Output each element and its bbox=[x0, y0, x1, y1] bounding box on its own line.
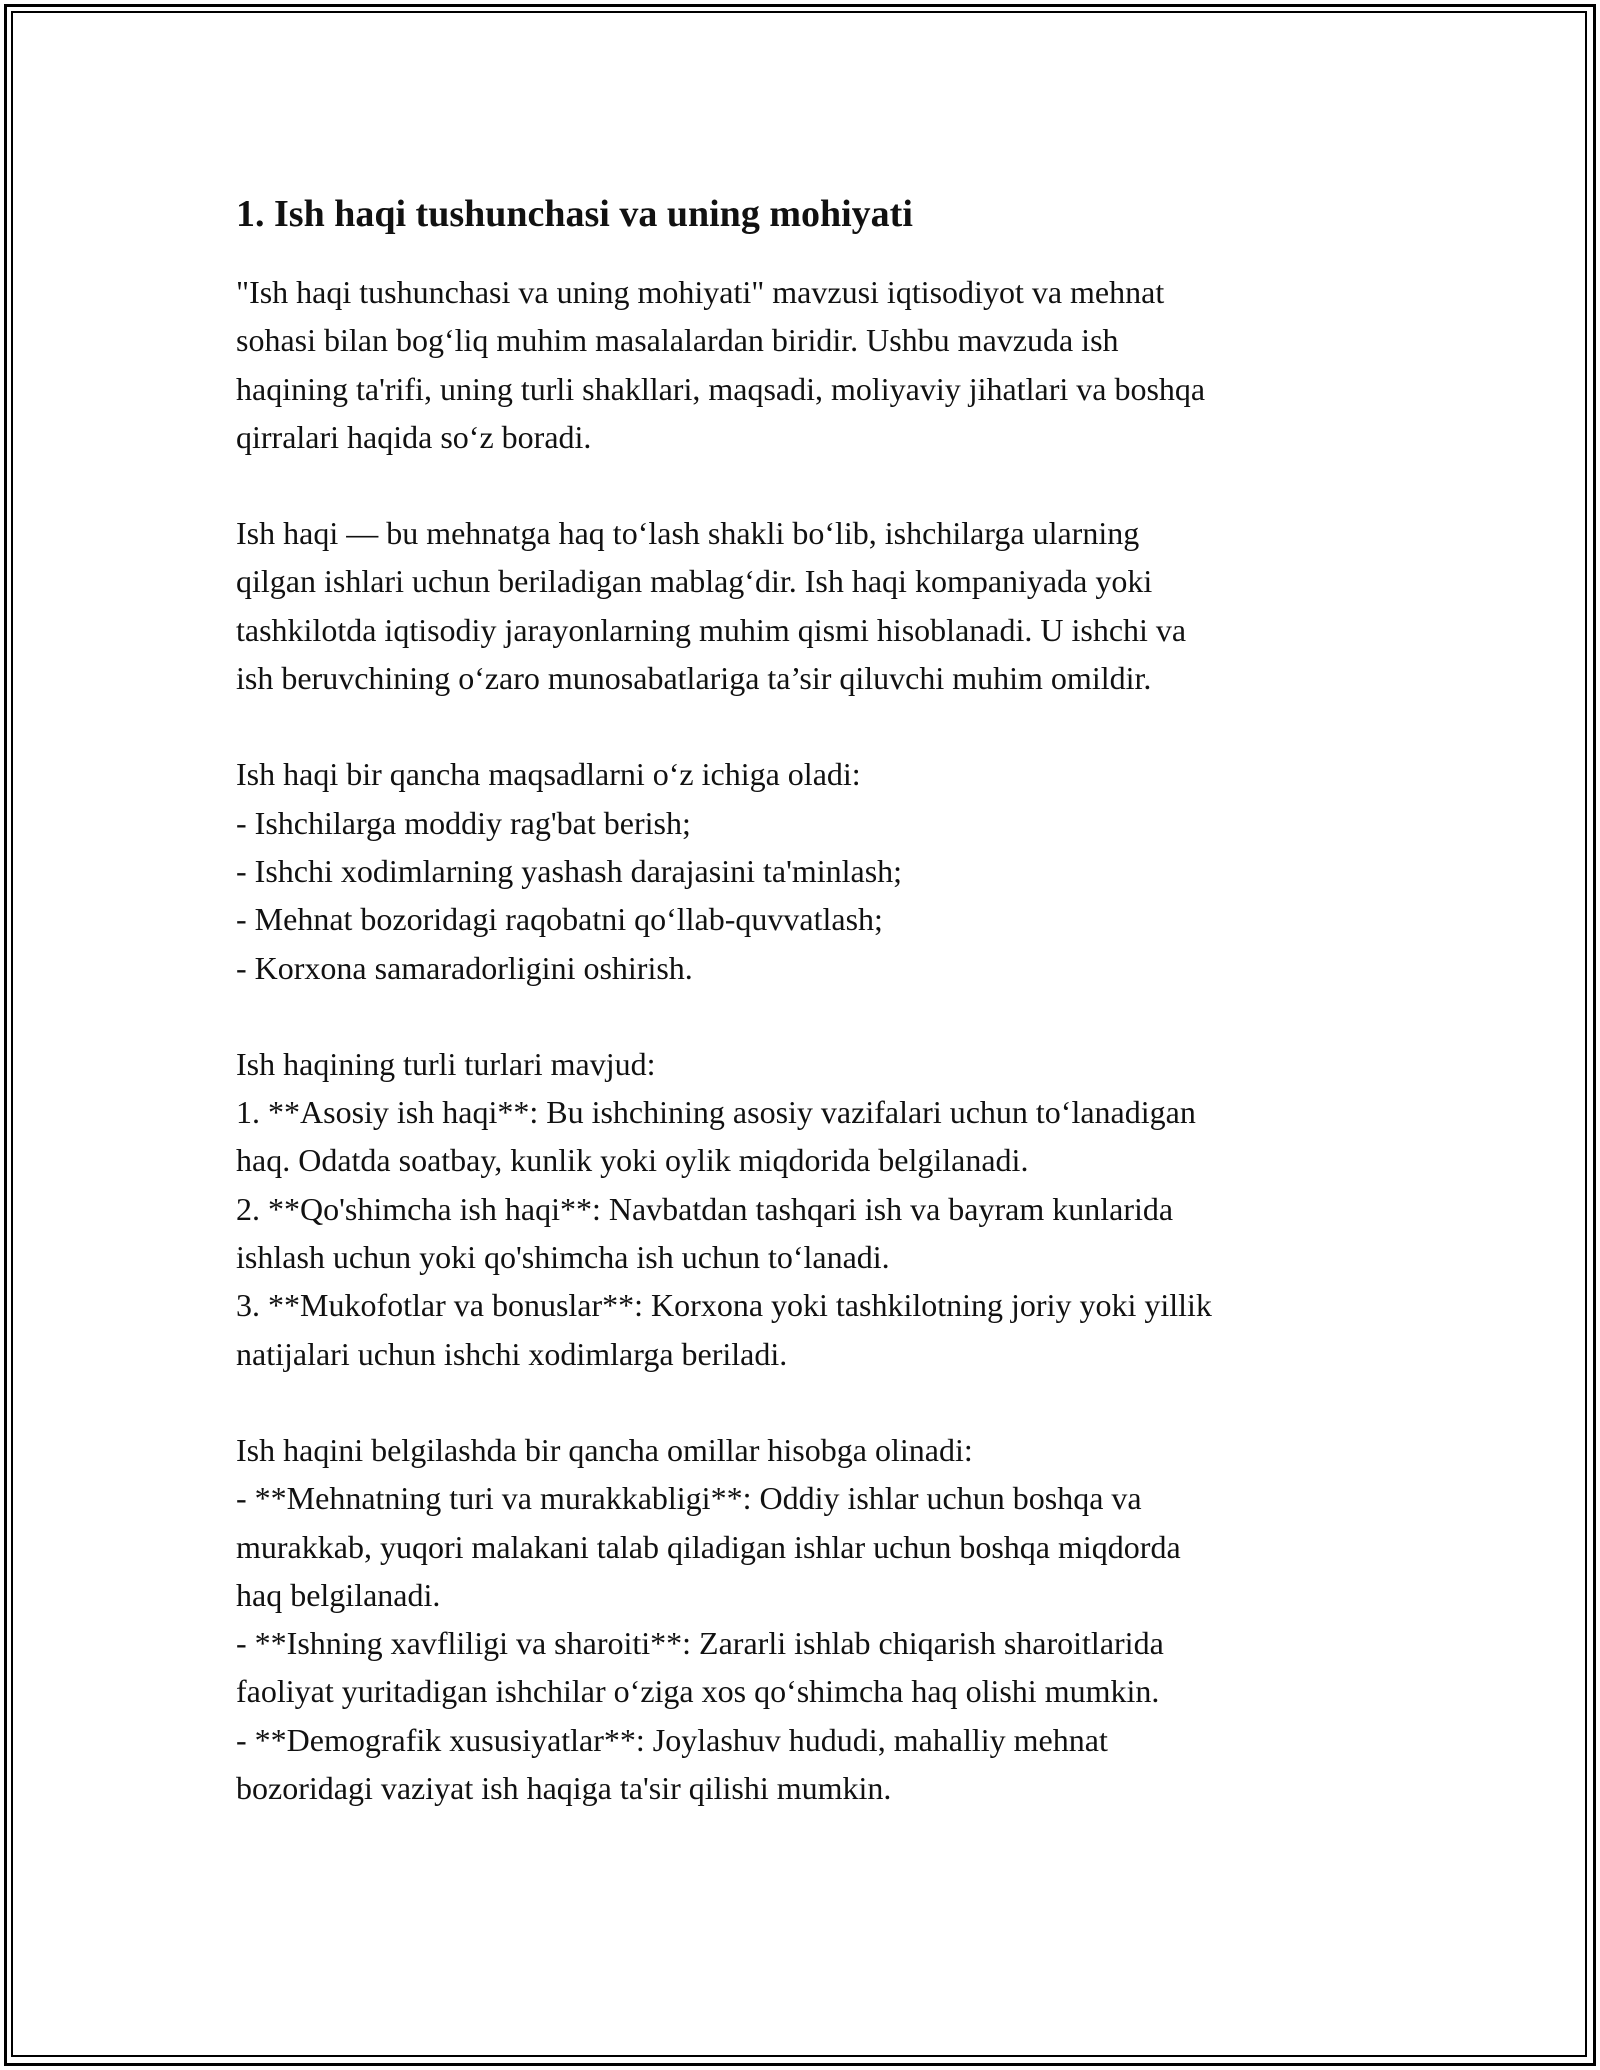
text-line: tashkilotda iqtisodiy jarayonlarning muhim qismi hisoblanadi. U ishchi va bbox=[236, 611, 1187, 648]
text-line: haqining ta'rifi, uning turli shakllari, maqsadi, moliyaviy jihatlari va boshqa bbox=[236, 370, 1206, 407]
text-line: - Korxona samaradorligini oshirish. bbox=[236, 949, 693, 986]
paragraph bbox=[236, 750, 1366, 991]
paragraph bbox=[236, 1040, 1366, 1378]
text-line: - Ishchi xodimlarning yashash darajasini ta'minlash; bbox=[236, 852, 903, 889]
text-line: bozoridagi vaziyat ish haqiga ta'sir qilishi mumkin. bbox=[236, 1770, 892, 1807]
text-line: - Mehnat bozoridagi raqobatni qo‘llab-quvvatlash; bbox=[236, 901, 883, 938]
page-title: 1. Ish haqi tushunchasi va uning mohiyati bbox=[236, 193, 913, 235]
text-line: "Ish haqi tushunchasi va uning mohiyati" mavzusi iqtisodiyot va mehnat bbox=[236, 274, 1165, 310]
text-line: - Ishchilarga moddiy rag'bat berish; bbox=[236, 804, 691, 841]
text-line: - **Demografik xususiyatlar**: Joylashuv hududi, mahalliy mehnat bbox=[236, 1721, 1108, 1758]
paragraph bbox=[236, 1426, 1366, 1812]
text-line: murakkab, yuqori malakani talab qiladigan ishlar uchun boshqa miqdorda bbox=[236, 1528, 1181, 1565]
text-line: haq. Odatda soatbay, kunlik yoki oylik miqdorida belgilanadi. bbox=[236, 1142, 1029, 1179]
text-line: qilgan ishlari uchun beriladigan mablag‘dir. Ish haqi kompaniyada yoki bbox=[236, 563, 1153, 600]
text-line: haq belgilanadi. bbox=[236, 1576, 441, 1613]
text-line: 1. **Asosiy ish haqi**: Bu ishchining asosiy vazifalari uchun to‘lanadigan bbox=[236, 1094, 1196, 1131]
text-line: sohasi bilan bog‘liq muhim masalalardan biridir. Ushbu mavzuda ish bbox=[236, 322, 1119, 359]
text-line: ish beruvchining o‘zaro munosabatlariga ta’sir qiluvchi muhim omildir. bbox=[236, 660, 1152, 697]
text-line: 2. **Qo'shimcha ish haqi**: Navbatdan tashqari ish va bayram kunlarida bbox=[236, 1190, 1174, 1227]
document-body bbox=[236, 186, 1366, 1812]
paragraph-list bbox=[236, 268, 1366, 1812]
text-line: qirralari haqida so‘z boradi. bbox=[236, 418, 592, 455]
text-line: - **Mehnatning turi va murakkabligi**: Oddiy ishlar uchun boshqa va bbox=[236, 1480, 1142, 1517]
text-line: Ish haqi — bu mehnatga haq to‘lash shakli bo‘lib, ishchilarga ularning bbox=[236, 515, 1140, 552]
text-line: natijalari uchun ishchi xodimlarga beriladi. bbox=[236, 1335, 788, 1372]
text-line: Ish haqi bir qancha maqsadlarni o‘z ichiga oladi: bbox=[236, 756, 861, 793]
text-line: ishlash uchun yoki qo'shimcha ish uchun to‘lanadi. bbox=[236, 1239, 890, 1276]
text-line: 3. **Mukofotlar va bonuslar**: Korxona yoki tashkilotning joriy yoki yillik bbox=[236, 1287, 1212, 1324]
text-line: Ish haqining turli turlari mavjud: bbox=[236, 1045, 656, 1082]
text-line: faoliyat yuritadigan ishchilar o‘ziga xos qo‘shimcha haq olishi mumkin. bbox=[236, 1673, 1160, 1710]
text-line: - **Ishning xavfliligi va sharoiti**: Zararli ishlab chiqarish sharoitlarida bbox=[236, 1625, 1164, 1662]
text-line: Ish haqini belgilashda bir qancha omillar hisobga olinadi: bbox=[236, 1431, 973, 1468]
paragraph bbox=[236, 268, 1366, 461]
paragraph bbox=[236, 509, 1366, 702]
